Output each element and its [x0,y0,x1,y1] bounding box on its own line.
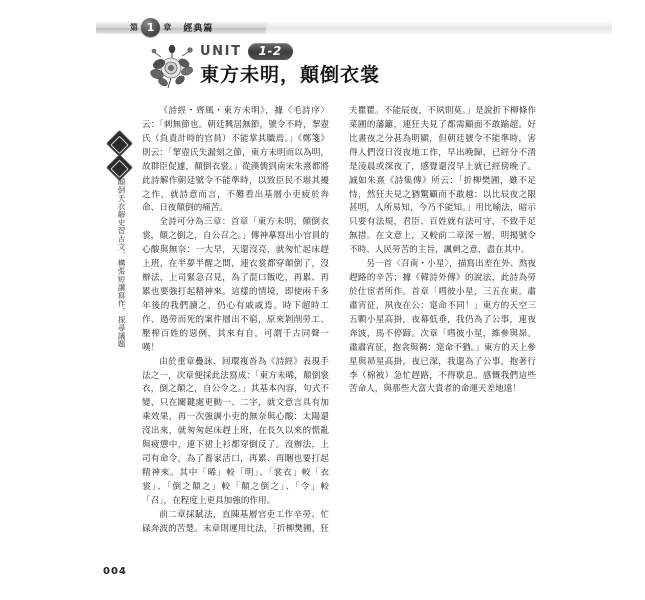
unit-line [200,43,293,60]
page-number: 004 [103,566,127,577]
chapter-number-badge: 1 [141,18,160,37]
body-paragraph: 前二章採賦法，直陳基層官吏工作辛勞、忙碌奔波的苦楚。末章則運用比法，「折柳樊圃，狂夫瞿瞿。不能辰夜，不夙則莫。」是說折下柳條作菜圃的藩籬，連狂夫見了都需顧面不敢踰超。好比晝夜之分甚為明顯，但朝廷號令不能準時，害得人們沒日沒夜地工作，早出晚歸，已經分不清是凌晨或深夜了，感覺還沒早上就已經傍晚了。誠如朱熹《詩集傳》所云：「折柳樊圃，雖不足恃，然狂夫見之猶驚顧而不敢越；以比辰夜之限甚明，人所易知，今乃不能知。」用比喻法，暗示只要有法規，君臣、百姓就有法可守，不致手足無措。在文意上，又較前二章深一層，明揭號令不時、人民勞苦的主旨，諷刺之意，盡在其中。 [142,106,536,534]
sidebar-ornament [106,134,132,177]
unit-title: 東方未明，顛倒衣裳 [200,64,381,86]
flower-ornament-icon [146,42,198,90]
chapter-prefix: 第 [130,22,139,32]
chapter-header-bar [96,19,612,36]
body-paragraph: 全詩可分為三章：首章「東方未明，顛倒衣裳，顛之倒之，自公召之。」傳神摹寫出小官員的心酸與無奈：一大早，天還沒亮，就匆忙起床趕上班，在半夢半醒之間，連衣裳都穿顛倒了，沒辦法，上司緊急召見，為了混口飯吃，再累、再累也要強打起精神來。這樣的情境，即使兩千多年後的我們讀之，仍心有戚戚焉。時下超時工作、過勞而死的案件層出不窮，原來剝削勞工、壓榨百姓的惡例，其來有自，可謂千古同聲一嘆！ [142,217,329,353]
unit-number-badge: 1-2 [248,43,293,60]
chapter-label [130,18,171,37]
unit-label: UNIT [200,44,242,59]
section-name: 經典篇 [183,24,214,34]
diamond-ornament-icon-second [106,154,133,181]
sidebar-caption: 顛倒天衣解史習古文，構張短講寫作，探尋議題 [117,178,126,349]
chapter-suffix: 章 [163,22,172,32]
body-paragraph: 由於重章疊詠、回環複沓為《詩經》表現手法之一，次章便採此法寫成：「東方未晞，顛倒裳衣，倒之顛之，自公令之。」其基本內容，句式不變，只在關鍵處更動一、二字，就文意言具有加乘效果，再一次強調小吏的無奈與心酸：太陽還沒出來，就匆匆起床趕上班，在長久以來的慌亂與疲憊中，連下裙上衫都穿倒反了。沒辦法，上司有命令，為了養家活口，再累、再睏也要打起精神來。其中「晞」較「明」、「裳衣」較「衣裳」、「倒之顛之」較「顛之倒之」、「令」較「召」，在程度上更具加強的作用。 [142,356,329,506]
body-paragraph: 《詩經・齊風・東方未明》，據〈毛詩序〉云：「刺無節也。朝廷興居無節，號令不時，挈壺氏（負責計時的官員）不能掌其職焉。」《鄭箋》則云：「挈壺氏失漏刻之節，東方未明而以為明，故群臣促遽，顛倒衣裳。」從漢儒到南宋朱熹都將此詩解作朝廷號令不能準時，以致臣民不堪其擾之作，就詩意而言，不難看出基層小吏疲於奔命、日夜顛倒的痛苦。 [142,106,329,214]
chapter-bar-background-tail [266,22,612,34]
article-body [142,105,536,545]
body-paragraph: 另一首〈召南・小星〉，描寫出差在外、熬夜趕路的辛苦；據《韓詩外傳》的說法，此詩為勞於仕宦者所作。首章「嘒彼小星，三五在東。肅肅宵征，夙夜在公：寔命不同！」東方的天空三五顆小星高掛，夜幕低垂，我仍為了公事，連夜奔波，馬不停蹄。次章「嘒彼小星，維參與昴。肅肅宵征，抱衾與裯：寔命不猶。」東方的天上參星與昴星高掛，夜已深，我還為了公事，抱著行李（棉被）急忙趕路，不得歇息。感慨我們這些苦命人，與那些大富大貴者的命運天差地遠！ [349,259,536,395]
diamond-ornament-icon [106,130,133,157]
